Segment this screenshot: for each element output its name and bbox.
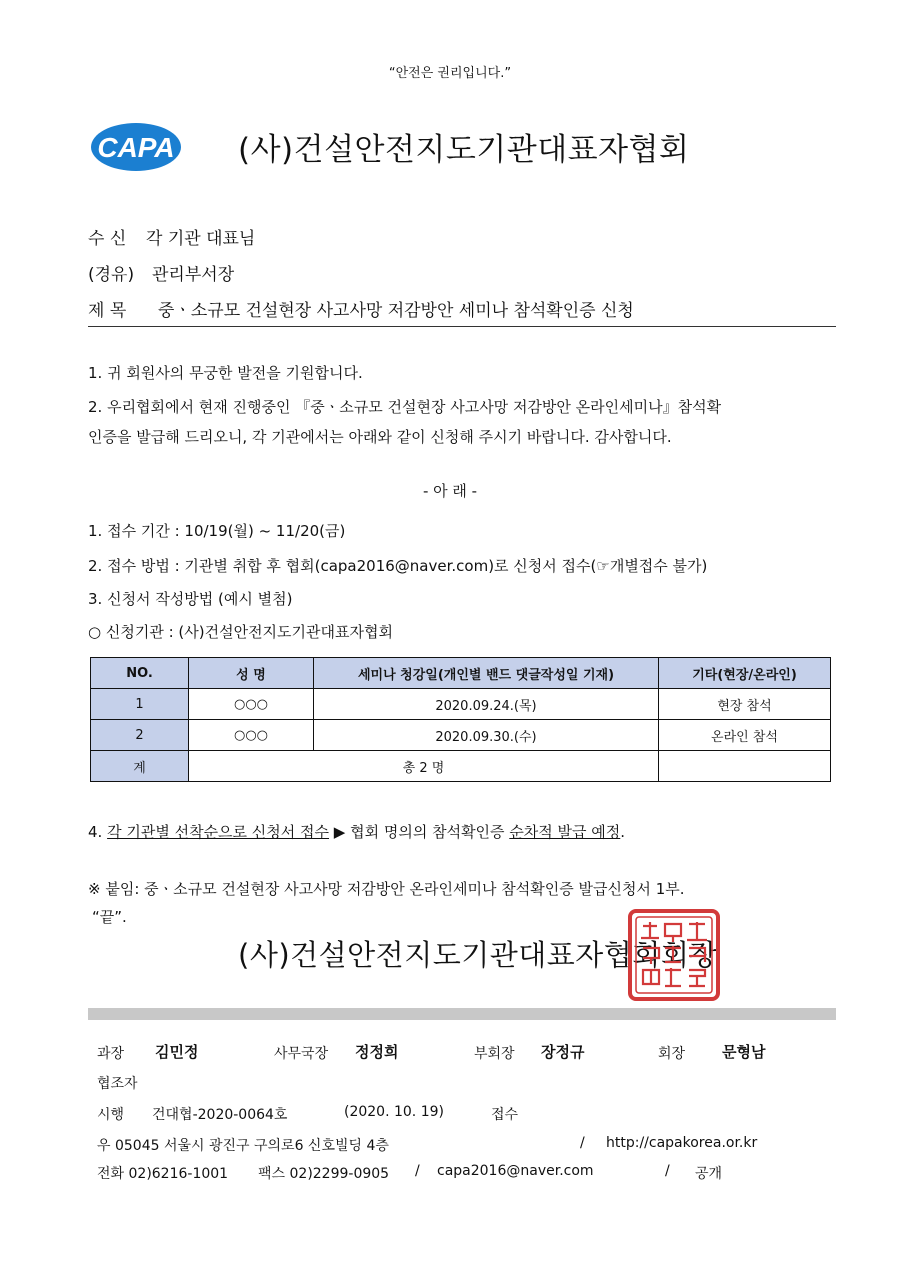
subject-label: 제 목 [88,301,127,321]
recipient-line [88,224,255,249]
applicant-org: ○ 신청기관 : (사)건설안전지도기관대표자협회 [88,623,393,641]
item-4-end: . [620,823,626,841]
approval-name-1: 김민정 [155,1043,199,1061]
document-number: 건대협-2020-0064호 [152,1107,288,1123]
motto: “안전은 권리입니다.” [388,66,512,81]
subject: 중ㆍ소규모 건설현장 사고사망 저감방안 세미나 참석확인증 신청 [158,301,634,321]
approval-role-4: 회장 [658,1046,686,1062]
col-no: NO. [91,658,189,689]
via-label: (경유) [88,265,135,285]
below-heading: - 아 래 - [422,482,478,500]
fax: 팩스 02)2299-0905 [258,1166,390,1182]
table-row [91,720,831,751]
total-label: 계 [91,751,189,782]
paragraph-2-line-1: 2. 우리협회에서 현재 진행중인 『중ㆍ소규모 건설현장 사고사망 저감방안 온라인세미나』참석확 [88,398,722,416]
capa-logo [90,122,182,172]
row-etc: 온라인 참석 [659,720,831,751]
header-divider [88,326,836,327]
via-line [88,260,234,285]
paragraph-1: 1. 귀 회원사의 무궁한 발전을 기원합니다. [88,364,363,382]
col-name: 성 명 [189,658,314,689]
official-seal [627,908,721,1002]
end-mark: “끝”. [92,908,127,926]
approval-role-2: 사무국장 [274,1046,329,1062]
item-2: 2. 접수 방법 : 기관별 취합 후 협회(capa2016@naver.com)로 신청서 접수(☞개별접수 불가) [88,557,708,575]
col-date: 세미나 청강일(개인별 밴드 댓글작성일 기재) [314,658,659,689]
via: 관리부서장 [152,265,235,285]
row-name: ○○○ [189,689,314,720]
phone: 전화 02)6216-1001 [97,1166,229,1182]
total-etc [659,751,831,782]
separator: / [580,1135,585,1151]
item-4 [88,821,625,842]
recipient: 각 기관 대표님 [146,229,256,249]
approval-name-3: 장정규 [541,1043,585,1061]
row-etc: 현장 참석 [659,689,831,720]
address: 우 05045 서울시 광진구 구의로6 신호빌딩 4층 [97,1138,389,1154]
row-no: 2 [91,720,189,751]
item-4-prefix: 4. [88,823,108,841]
separator: / [665,1163,670,1179]
approval-name-2: 정정희 [355,1043,399,1061]
table-row [91,689,831,720]
row-no: 1 [91,689,189,720]
approval-role-1: 과장 [97,1046,125,1062]
enforce-date: (2020. 10. 19) [344,1104,444,1120]
item-4-underlined-1: 각 기관별 선착순으로 신청서 접수 [107,823,330,841]
recipient-label: 수 신 [88,229,127,249]
receipt-label: 접수 [491,1107,519,1123]
email-link[interactable]: capa2016@naver.com [437,1163,594,1179]
table-total-row [91,751,831,782]
enforce-label: 시행 [97,1107,125,1123]
disclosure-status: 공개 [695,1166,723,1182]
attachment-note: ※ 붙임: 중ㆍ소규모 건설현장 사고사망 저감방안 온라인세미나 참석확인증 발급신청서 1부. [88,880,685,898]
signer-title: (사)건설안전지도기관대표자협회회장 [238,938,718,972]
subject-line [88,296,634,321]
col-etc: 기타(현장/온라인) [659,658,831,689]
svg-text:CAPA: CAPA [97,132,175,163]
footer-divider-bar [88,1008,836,1020]
cooperator-label: 협조자 [97,1076,138,1092]
approval-role-3: 부회장 [474,1046,515,1062]
item-4-middle: ▶ 협회 명의의 참석확인증 [329,823,510,841]
paragraph-2-line-2: 인증을 발급해 드리오니, 각 기관에서는 아래와 같이 신청해 주시기 바랍니다. 감사합니다. [88,428,672,446]
total-value: 총 2 명 [189,751,659,782]
item-4-underlined-2: 순차적 발급 예정 [509,823,621,841]
registration-table [90,657,831,782]
separator: / [415,1163,420,1179]
website-link[interactable]: http://capakorea.or.kr [606,1135,758,1151]
table-header-row [91,658,831,689]
organization-title: (사)건설안전지도기관대표자협회 [238,132,690,168]
row-date: 2020.09.24.(목) [314,689,659,720]
item-3: 3. 신청서 작성방법 (예시 별첨) [88,590,293,608]
item-1: 1. 접수 기간 : 10/19(월) ~ 11/20(금) [88,522,346,540]
row-name: ○○○ [189,720,314,751]
approval-name-4: 문형남 [722,1043,766,1061]
row-date: 2020.09.30.(수) [314,720,659,751]
